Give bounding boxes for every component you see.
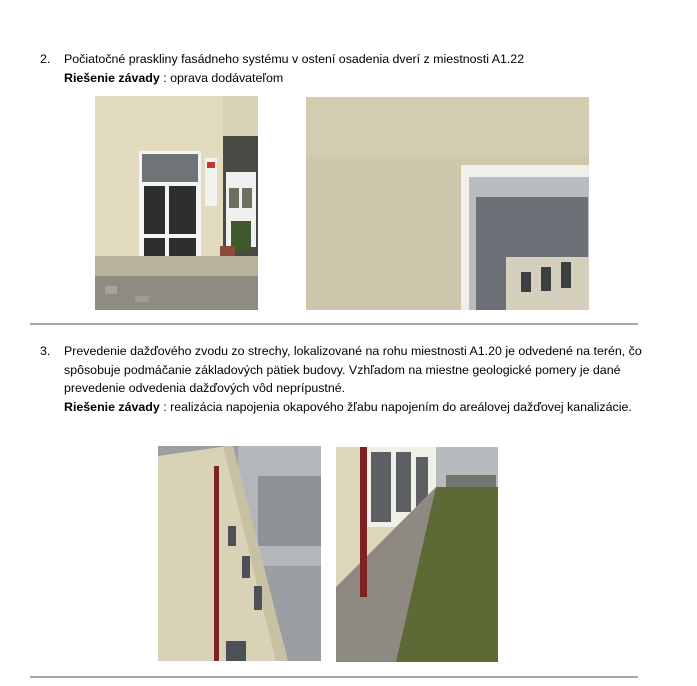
photo-downpipe-terrain [336,447,498,662]
item-number: 2. [40,52,51,66]
divider-2 [30,676,638,678]
solution-label: Riešenie závady [64,70,160,85]
item-description: Počiatočné praskliny fasádneho systému v ostení osadenia dverí z miestnosti A1.22 [64,52,525,66]
solution-text: : realizácia napojenia okapového žľabu napojením do areálovej dažďovej kanalizácie. [159,399,632,414]
item-description: Prevedenie dažďového zvodu zo strechy, lokalizované na rohu miestnosti A1.20 je odvedené na terén, čo spôsobuje podmáčanie základových pätiek budovy. Vzhľadom na miestne geologické pomery je dané prevedenie odvedenia dažďových vôd neprípustné. [64,344,642,395]
item-3 [40,342,650,437]
photo-building-corner [158,446,321,661]
divider-1 [30,323,638,325]
photo-facade-crack [306,97,589,310]
item-text-block [64,50,650,87]
item-2 [40,50,650,90]
solution-text: : oprava dodávateľom [159,70,284,85]
item-number: 3. [40,344,51,358]
solution-label: Riešenie závady [64,399,160,414]
item-text-block [64,342,650,416]
photo-door-entrance [95,96,258,310]
